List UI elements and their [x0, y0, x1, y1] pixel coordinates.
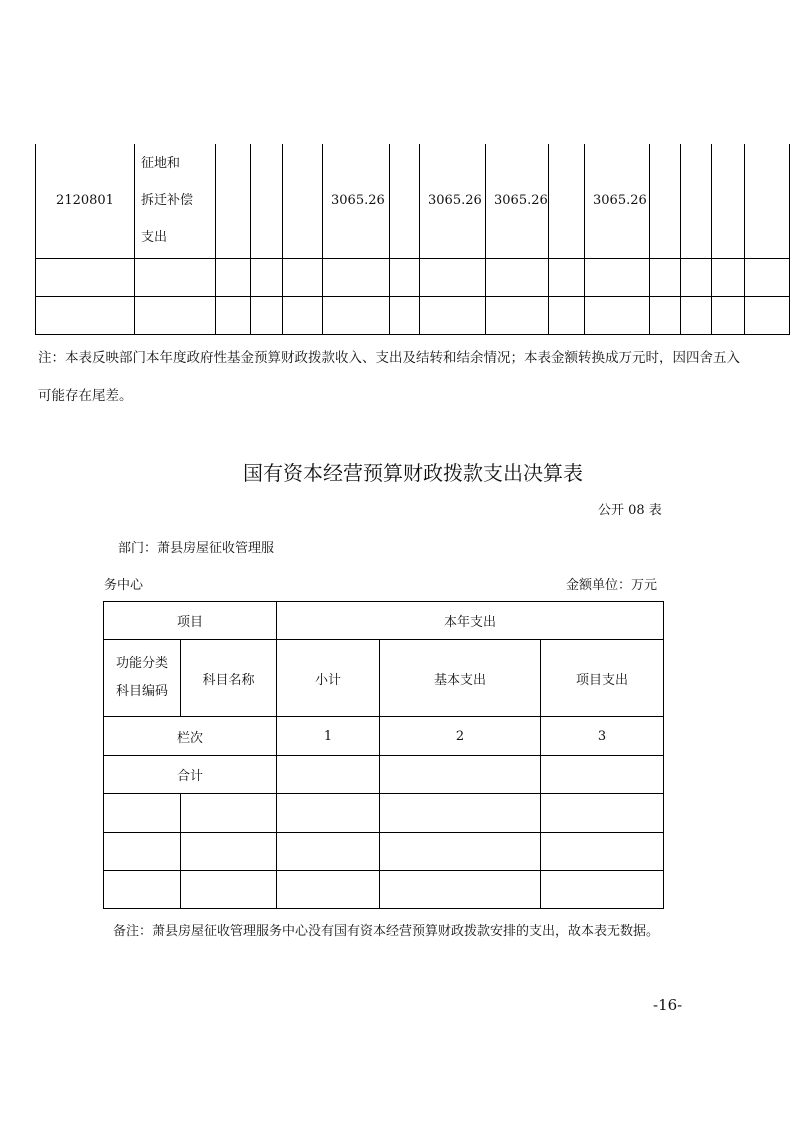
table-row: [36, 258, 790, 296]
table-cell: [712, 144, 745, 258]
table-header-row: [104, 602, 664, 640]
total-label: 合计: [104, 756, 277, 794]
column-number-label: 栏次: [104, 717, 277, 756]
header-function-code-line: 功能分类: [115, 656, 168, 671]
table-header-row: [104, 640, 664, 717]
table-cell: 3065.26: [486, 144, 549, 258]
header-item: 项目: [104, 602, 277, 640]
header-project-expenditure: 项目支出: [541, 640, 664, 717]
table-row: [104, 756, 664, 794]
amount-unit: 金额单位：万元: [566, 578, 658, 593]
subject-name-line: 支出: [141, 230, 168, 246]
table-cell: [283, 144, 323, 258]
column-number: 1: [277, 717, 380, 756]
table-cell: [745, 144, 790, 258]
page-number: -16-: [653, 996, 683, 1014]
subject-name: [135, 144, 216, 258]
table-row: [104, 833, 664, 871]
table-row: [36, 144, 790, 258]
subject-name-line: 拆迁补偿: [141, 193, 194, 209]
table-row: [36, 296, 790, 334]
header-current-year: 本年支出: [277, 602, 664, 640]
column-number: 3: [541, 717, 664, 756]
state-capital-expenditure-table: [103, 601, 664, 909]
report-title: 国有资本经营预算财政拨款支出决算表: [243, 461, 583, 485]
table-cell: [549, 144, 585, 258]
table-cell: [216, 144, 251, 258]
table-row: [104, 794, 664, 833]
column-number: 2: [380, 717, 541, 756]
table-row: [104, 871, 664, 909]
header-function-code: [104, 640, 181, 717]
table-cell: [390, 144, 420, 258]
subject-name-line: 征地和: [141, 156, 181, 172]
table-note-line2: 可能存在尾差。: [38, 388, 133, 404]
table-cell: [251, 144, 283, 258]
department-label: 部门：萧县房屋征收管理服: [118, 541, 275, 556]
table-note-line1: 注：本表反映部门本年度政府性基金预算财政拨款收入、支出及结转和结余情况；本表金额转换成万元时，因四舍五入: [38, 350, 740, 366]
header-function-code-line: 科目编码: [115, 684, 168, 699]
table-number: 公开 08 表: [598, 503, 662, 518]
table-row: [104, 717, 664, 756]
table-cell: [650, 144, 681, 258]
remark: 备注：萧县房屋征收管理服务中心没有国有资本经营预算财政拨款安排的支出，故本表无数据。: [113, 924, 660, 939]
header-basic-expenditure: 基本支出: [380, 640, 541, 717]
table-cell: 3065.26: [323, 144, 390, 258]
function-code: 2120801: [36, 144, 135, 258]
department-label-cont: 务中心: [104, 578, 144, 593]
table-cell: 3065.26: [420, 144, 486, 258]
header-subject-name: 科目名称: [181, 640, 277, 717]
table-cell: 3065.26: [585, 144, 650, 258]
header-subtotal: 小计: [277, 640, 380, 717]
table-cell: [681, 144, 712, 258]
gov-fund-table-continuation: [35, 144, 790, 335]
